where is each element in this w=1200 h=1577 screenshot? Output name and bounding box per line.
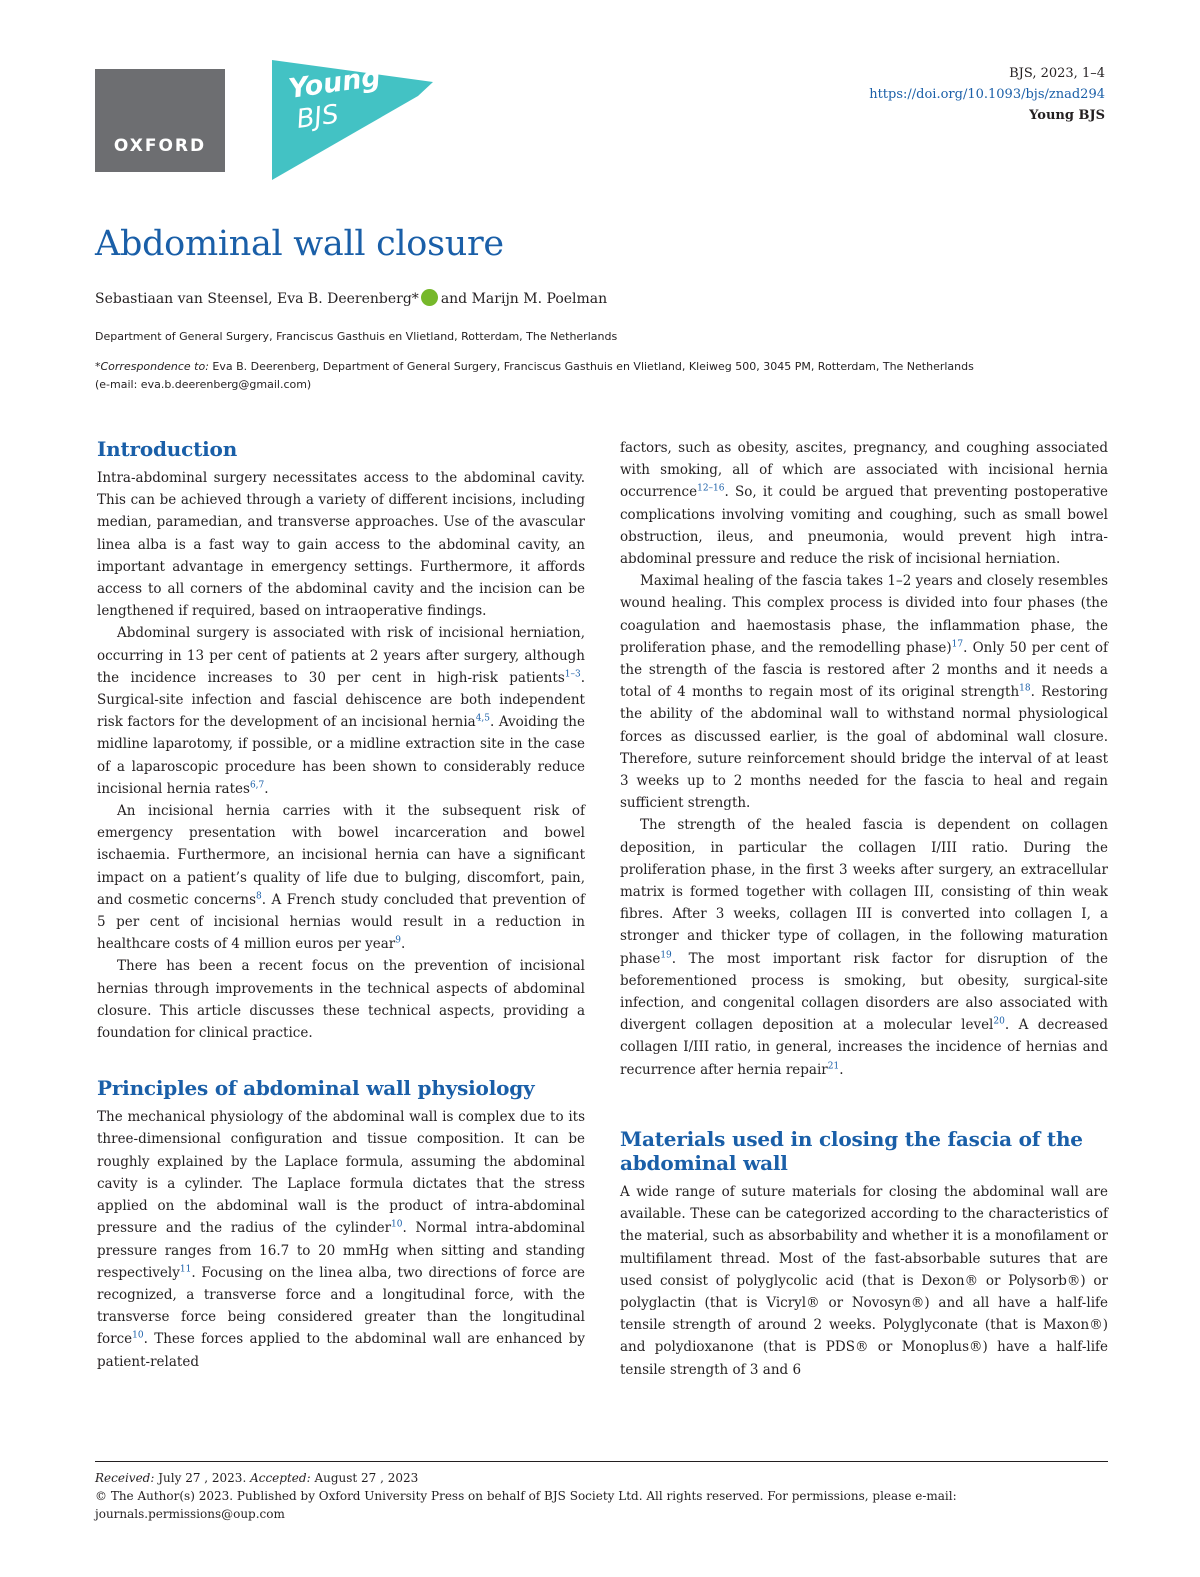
citation-ref[interactable]: 12–16 xyxy=(697,483,725,494)
left-column xyxy=(97,437,585,1373)
authors-part1: Sebastiaan van Steensel, Eva B. Deerenberg* xyxy=(95,291,419,307)
affiliation: Department of General Surgery, Franciscus Gasthuis en Vlietland, Rotterdam, The Netherlands xyxy=(95,330,618,343)
orcid-icon[interactable] xyxy=(421,289,438,306)
citation-ref[interactable]: 10 xyxy=(391,1219,403,1230)
article-title: Abdominal wall closure xyxy=(95,224,504,264)
permissions-email[interactable]: journals.permissions@oup.com xyxy=(95,1507,285,1521)
correspondence xyxy=(95,358,1105,394)
copyright-line: © The Author(s) 2023. Published by Oxford University Press on behalf of BJS Society Ltd. All rights reserved. For permissions, please e-mail: xyxy=(95,1489,957,1503)
physiology-paragraph-1: The mechanical physiology of the abdominal wall is complex due to its three-dimensional configuration and tissue composition. It can be roughly explained by the Laplace formula, assuming the abdominal cavity is a cylinder. The Laplace formula dictates that the stress applied on the abdominal wall is the product of intra-abdominal pressure and the radius of the cylinder$^{10}$. Normal intra-abdominal pressure ranges from 16.7 to 20 mmHg when sitting and standing respectively$^{11}$. Focusing on the linea alba, two directions of force are recognized, a transverse force and a longitudinal force, with the transverse force being considered greater than the longitudinal force$^{10}$. These forces applied to the abdominal wall are enhanced by patient-related xyxy=(97,1109,585,1370)
citation-ref[interactable]: 20 xyxy=(993,1016,1005,1027)
citation-ref[interactable]: 19 xyxy=(660,950,672,961)
introduction-heading: Introduction xyxy=(97,437,238,461)
physiology-paragraph-2: Maximal healing of the fascia takes 1–2 years and closely resembles wound healing. This complex process is divided into four phases (the coagulation and haemostasis phase, the inflammation phase, the proliferation phase, and the remodelling phase)$^{17}$. Only 50 per cent of the strength of the fascia is restored after 2 months and it needs a total of 4 months to regain most of its original strength$^{18}$. Restoring the ability of the abdominal wall to withstand normal physiological forces as discussed earlier, is the goal of abdominal wall closure. Therefore, suture reinforcement should bridge the interval of at least 3 weeks up to 2 months needed for the fascia to heal and regain sufficient strength. xyxy=(620,573,1108,812)
oxford-logo-text: OXFORD xyxy=(113,136,207,156)
intro-paragraph-3: An incisional hernia carries with it the subsequent risk of emergency presentation with bowel incarceration and bowel ischaemia. Furthermore, an incisional hernia can have a significant impact on a patient’s quality of life due to bulging, discomfort, pain, and cosmetic concerns$^8$. A French study concluded that prevention of 5 per cent of incisional hernias would result in a reduction in healthcare costs of 4 million euros per year$^9$. xyxy=(97,803,586,953)
citation-ref[interactable]: 6,7 xyxy=(249,780,265,791)
authors xyxy=(95,289,607,307)
logo-bjs: BJS xyxy=(294,99,341,135)
correspondence-label: Correspondence to: xyxy=(100,360,209,373)
materials-paragraph-1: A wide range of suture materials for closing the abdominal wall are available. These can be categorized according to the characteristics of the material, such as absorbability and whether it is a monofilament or multifilament thread. Most of the fast-absorbable sutures that are used consist of polyglycolic acid (that is Dexon® or Polysorb®) or polyglactin (that is Vicryl® or Novosyn®) and all have a half-life tensile strength of around 2 weeks. Polyglyconate (that is Maxon®) and polydioxanone (that is PDS® or Monoplus®) have a half-life tensile strength of 3 and 6 xyxy=(620,1183,1108,1378)
young-bjs-logo xyxy=(268,60,433,180)
correspondence-text: Eva B. Deerenberg, Department of General Surgery, Franciscus Gasthuis en Vlietland, Kleiweg 500, 3045 PM, Rotterdam, The Netherlands xyxy=(208,360,974,373)
footer xyxy=(95,1469,957,1523)
dates-line: Received: July 27 , 2023. Accepted: August 27 , 2023 xyxy=(95,1471,419,1485)
physiology-heading: Principles of abdominal wall physiology xyxy=(97,1076,535,1101)
physiology-paragraph-1-cont: factors, such as obesity, ascites, pregnancy, and coughing associated with smoking, all of which are associated with incisional hernia occurrence$^{12-16}$. So, it could be argued that preventing postoperative complications involving vomiting and coughing, such as small bowel obstruction, ileus, and pneumonia, would prevent high intra-abdominal pressure and reduce the risk of incisional herniation. xyxy=(620,440,1108,568)
citation-ref[interactable]: 18 xyxy=(1019,683,1031,694)
authors-part2: and Marijn M. Poelman xyxy=(440,291,608,307)
physiology-paragraph-3: The strength of the healed fascia is dependent on collagen deposition, in particular the collagen I/III ratio. During the proliferation phase, in the first 3 weeks after surgery, an extracellular matrix is formed together with collagen III, consisting of thin weak fibres. After 3 weeks, collagen III is converted into collagen I, a stronger and thicker type of collagen, in the following maturation phase$^{19}$. The most important risk factor for disruption of the beforementioned process is smoking, but obesity, surgical-site infection, and congenital collagen disorders are also associated with divergent collagen deposition at a molecular level$^{20}$. A decreased collagen I/III ratio, in general, increases the incidence of hernias and recurrence after hernia repair$^{21}$. xyxy=(620,817,1108,1078)
logo-young: Young xyxy=(286,61,383,105)
citation-ref[interactable]: 21 xyxy=(827,1061,840,1072)
citation-ref[interactable]: 1–3 xyxy=(564,669,581,680)
citation-ref[interactable]: 10 xyxy=(132,1330,144,1341)
journal-meta xyxy=(869,63,1105,126)
intro-paragraph-1: Intra-abdominal surgery necessitates access to the abdominal cavity. This can be achieved through a variety of different incisions, including median, paramedian, and transverse approaches. Use of the avascular linea alba is a fast way to gain access to the abdominal cavity, an important advantage in emergency settings. Furthermore, it affords access to all corners of the abdominal cavity and the incision can be lengthened if required, based on intraoperative findings. xyxy=(97,470,585,620)
citation-ref[interactable]: 4,5 xyxy=(475,713,491,724)
footer-divider xyxy=(95,1461,1108,1462)
doi-link[interactable]: https://doi.org/10.1093/bjs/znad294 xyxy=(869,87,1105,102)
intro-paragraph-4: There has been a recent focus on the prevention of incisional hernias through improvements in the technical aspects of abdominal closure. This article discusses these technical aspects, providing a foundation for clinical practice. xyxy=(97,958,585,1042)
citation-ref[interactable]: 11 xyxy=(179,1264,192,1275)
correspondence-email[interactable]: (e-mail: eva.b.deerenberg@gmail.com) xyxy=(95,378,312,391)
section-label: Young BJS xyxy=(1029,108,1105,123)
citation-ref[interactable]: 17 xyxy=(951,639,964,650)
correspondence-mark: * xyxy=(95,360,101,373)
materials-heading: Materials used in closing the fascia of the abdominal wall xyxy=(620,1126,1083,1175)
oxford-logo xyxy=(95,69,225,172)
intro-paragraph-2: Abdominal surgery is associated with risk of incisional herniation, occurring in 13 per cent of patients at 2 years after surgery, although the incidence increases to 30 per cent in high-risk patients$^{1-3}$. Surgical-site infection and fascial dehiscence are both independent risk factors for the development of an incisional hernia$^{4,5}$. Avoiding the midline laparotomy, if possible, or a midline extraction site in the case of a laparoscopic procedure has been shown to considerably reduce incisional hernia rates$^{6,7}$. xyxy=(97,625,585,797)
citation-ref[interactable]: 9 xyxy=(395,935,401,946)
right-column xyxy=(620,437,1108,1381)
citation: BJS, 2023, 1–4 xyxy=(1009,66,1105,81)
citation-ref[interactable]: 8 xyxy=(256,891,262,902)
